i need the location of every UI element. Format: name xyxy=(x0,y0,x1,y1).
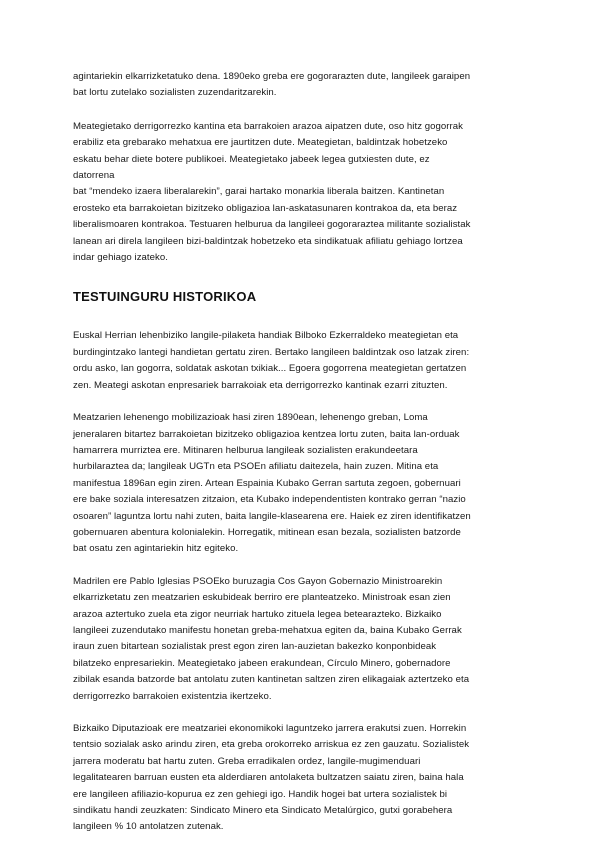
document-body xyxy=(73,69,553,836)
paragraph-intro-1: agintariekin elkarrizketatuko dena. 1890eko greba ere gogorarazten dute, langileek garaipen bat lortu zutelako sozialisten zuzendaritzarekin. xyxy=(73,71,471,99)
paragraph-intro-2: Meategietako derrigorrezko kantina eta barrakoien arazoa aipatzen dute, oso hitz gogorrak erabiliz eta grebarako mehatxua ere jaurtitzen dute. Meategietan, baldintzak hobetzeko eskatu behar diete botere publikoei. Meategietako jabeek legea gutxiesten dute, ez datorrena bat “mendeko izaera liberalarekin”, garai hartako monarkia liberala baitzen. Kantinetan erosteko eta barrakoietan bizitzeko obligazioa lan-askatasunaren kontrakoa da, eta beraz liberalismoaren kontrakoa. Testuaren helburua da langileei gogoraraztea militante sozialistak lanean ari direla langileen bizi-baldintzak hobetzeko eta sindikatuak afiliatu gehiago lortzea indar gehiago izateko. xyxy=(73,120,471,264)
paragraph-history-4: Bizkaiko Diputazioak ere meatzariei ekonomikoki laguntzeko jarrera erakutsi zuen. Horrekin tentsio sozialak asko arindu ziren, eta greba orokorreko arriskua ez zen gauzatu. Sozialistek jarrera moderatu bat hartu zuten. Greba erradikalen ordez, langile-mugimenduari legalitatearen barruan eusten eta alderdiaren antolaketa bultzatzen saiatu ziren, baina hala ere langileen afiliazio-kopurua ez zen gehiegi igo. Handik hogei bat urtera sozialistek bi sindikatu handi zeuzkaten: Sindicato Minero eta Sindicato Metalúrgico, gutxi gorabehera langileen % 10 antolatzen zutenak. xyxy=(73,723,470,833)
paragraph-history-2: Meatzarien lehenengo mobilizazioak hasi ziren 1890ean, lehenengo greban, Loma jeneralaren bitartez barrakoietan bizitzeko obligazioa kentzea lortu zuten, baita lan-orduak hamarrera murriztea ere. Mitinaren helburua langileak sozialisten erakundeetara hurbilaraztea da; langileak UGTn eta PSOEn afiliatu daitezela, hain zuzen. Mitina eta manifestua 1896an egin ziren. Artean Espainia Kubako Gerran sartuta zegoen, gobernuari ere bake soziala interesatzen zitzaion, eta Kubako independentisten kontrako gerran “nazio osoaren” laguntza lortu nahi zuten, baita langile-klasearena ere. Haiek ez ziren identifikatzen gobernuaren abentura kolonialekin. Horregatik, mitinean esan bezala, sozialisten batzorde bat osatu zen agintariekin hitz egiteko. xyxy=(73,412,471,555)
section-heading: TESTUINGURU HISTORIKOA xyxy=(73,289,257,305)
paragraph-history-3: Madrilen ere Pablo Iglesias PSOEko buruzagia Cos Gayon Gobernazio Ministroarekin elkarrizketatu zen meatzarien eskubideak berriro ere planteatzeko. Ministroak esan zien arazoa aztertuko zuela eta zigor neurriak hartuko zituela legea betearazteko. Bizkaiko langileei zuzendutako manifestu honetan greba-mehatxua egiten da, baina Kubako Gerrak iraun zuen bitartean sozialistak prest egon ziren lan-auzietan bakezko konponbideak bilatzeko enpresariekin. Meategietako jabeen erakundean, Círculo Minero, gobernadore zibilak esanda batzorde bat antolatu zuten kantinetan saltzen ziren elikagaiak aztertzeko eta derrigorrezko barrakoien existentzia ikertzeko. xyxy=(73,575,470,702)
paragraph-history-1: Euskal Herrian lehenbiziko langile-pilaketa handiak Bilboko Ezkerraldeko meategietan eta burdingintzako lantegi handietan gertatu ziren. Bertako langileen baldintzak oso latzak ziren: ordu asko, lan gogorra, soldatak askotan txikiak... Egoera gogorrena meategietan gertatzen zen. Meategi askotan enpresariek barrakoiak eta derrigorrezko kantinak ezarri zituzten. xyxy=(73,330,470,391)
